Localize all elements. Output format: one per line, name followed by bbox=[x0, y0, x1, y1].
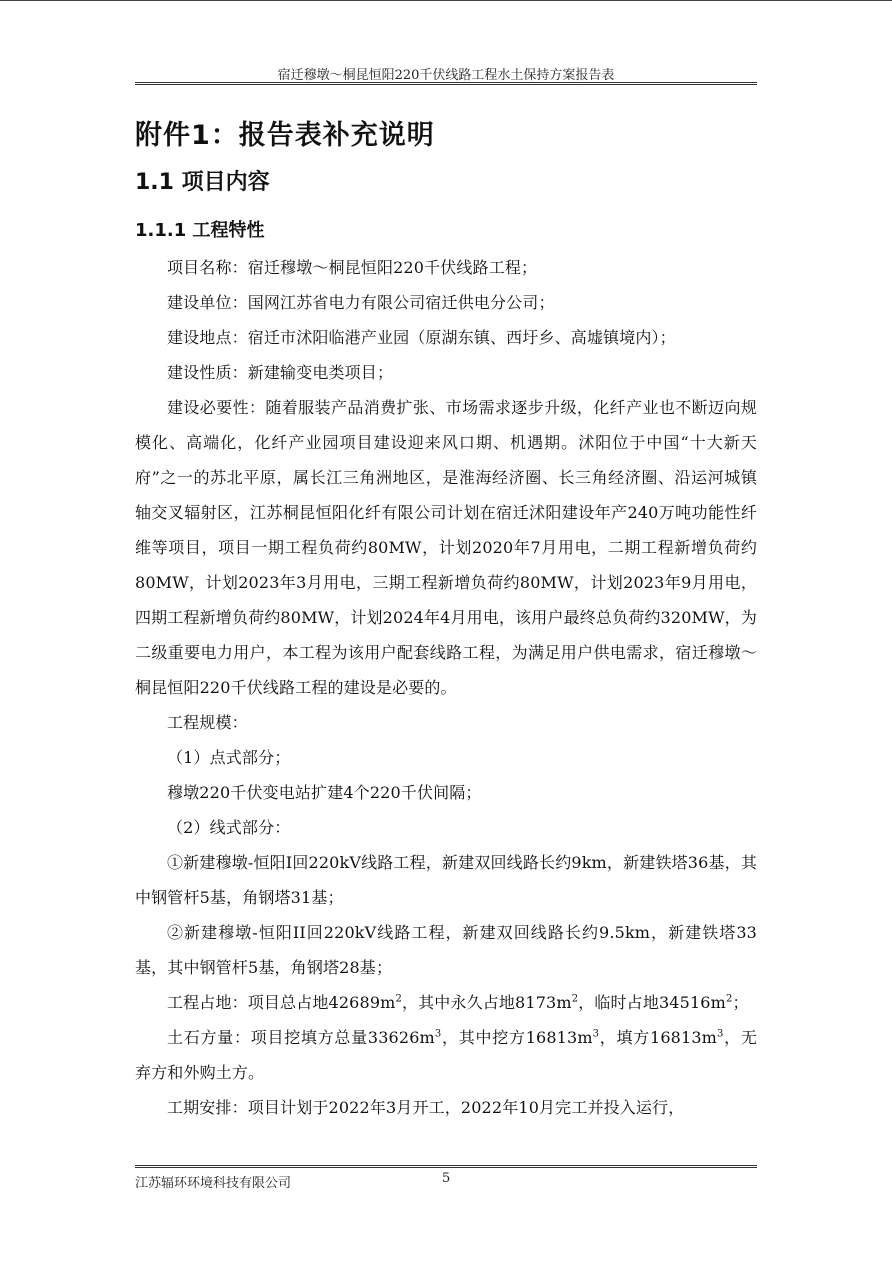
page-number: 5 bbox=[442, 1171, 451, 1186]
schedule-paragraph: 工期安排：项目计划于2022年3月开工，2022年10月完工并投入运行， bbox=[167, 1098, 685, 1117]
body-content bbox=[135, 250, 757, 1125]
construction-unit-paragraph: 建设单位：国网江苏省电力有限公司宿迁供电分公司； bbox=[167, 293, 555, 312]
footer-divider-secondary bbox=[135, 1167, 757, 1168]
construction-site-paragraph: 建设地点：宿迁市沭阳临港产业园（原湖东镇、西圩乡、高墟镇境内）； bbox=[167, 328, 676, 347]
point-part-paragraph: （1）点式部分； bbox=[167, 748, 291, 767]
project-name-paragraph: 项目名称：宿迁穆墩～桐昆恒阳220千伏线路工程； bbox=[167, 258, 538, 277]
line-two-paragraph: ②新建穆墩-恒阳II回220kV线路工程，新建双回线路长约9.5km，新建铁塔33基，其中钢管杆5基，角钢塔28基； bbox=[135, 923, 757, 977]
earthwork-paragraph: 土石方量：项目挖填方总量$33626m^3$，其中挖方$16813m^3$，填方$16813m^3$，无弃方和外购土方。 bbox=[135, 1028, 757, 1082]
substation-expansion-paragraph: 穆墩220千伏变电站扩建4个220千伏间隔； bbox=[167, 783, 482, 802]
line-one-paragraph: ①新建穆墩-恒阳I回220kV线路工程，新建双回线路长约9km，新建铁塔36基，其中钢管杆5基，角钢塔31基； bbox=[135, 853, 757, 907]
necessity-paragraph: 建设必要性：随着服装产品消费扩张、市场需求逐步升级，化纤产业也不断迈向规模化、高端化，化纤产业园项目建设迎来风口期、机遇期。沭阳位于中国“十大新天府”之一的苏北平原，属长江三角洲地区，是淮海经济圈、长三角经济圈、沿运河城镇轴交叉辐射区，江苏桐昆恒阳化纤有限公司计划在宿迁沭阳建设年产240万吨功能性纤维等项目，项目一期工程负荷约80MW，计划2020年7月用电，二期工程新增负荷约80MW，计划2023年3月用电，三期工程新增负荷约80MW，计划2023年9月用电，四期工程新增负荷约80MW，计划2024年4月用电，该用户最终总负荷约320MW，为二级重要电力用户，本工程为该用户配套线路工程，为满足用户供电需求，宿迁穆墩～桐昆恒阳220千伏线路工程的建设是必要的。 bbox=[135, 398, 757, 697]
subsection-heading: 1.1.1 工程特性 bbox=[135, 220, 265, 241]
header-divider bbox=[135, 82, 757, 83]
header-divider-secondary bbox=[135, 84, 757, 85]
scale-paragraph: 工程规模： bbox=[167, 713, 248, 732]
footer-company: 江苏辐环环境科技有限公司 bbox=[135, 1176, 292, 1191]
line-part-paragraph: （2）线式部分： bbox=[167, 818, 291, 837]
appendix-heading: 附件1：报告表补充说明 bbox=[135, 120, 435, 151]
section-heading: 1.1 项目内容 bbox=[135, 170, 270, 195]
page-header-title: 宿迁穆墩～桐昆恒阳220千伏线路工程水土保持方案报告表 bbox=[277, 68, 615, 83]
construction-nature-paragraph: 建设性质：新建输变电类项目； bbox=[167, 363, 394, 382]
footer-divider bbox=[135, 1165, 757, 1166]
land-occupation-paragraph: 工程占地：项目总占地$42689m^2$，其中永久占地$8173m^2$，临时占地$34516m^2$； bbox=[167, 993, 749, 1012]
page-top-border bbox=[0, 0, 892, 1]
